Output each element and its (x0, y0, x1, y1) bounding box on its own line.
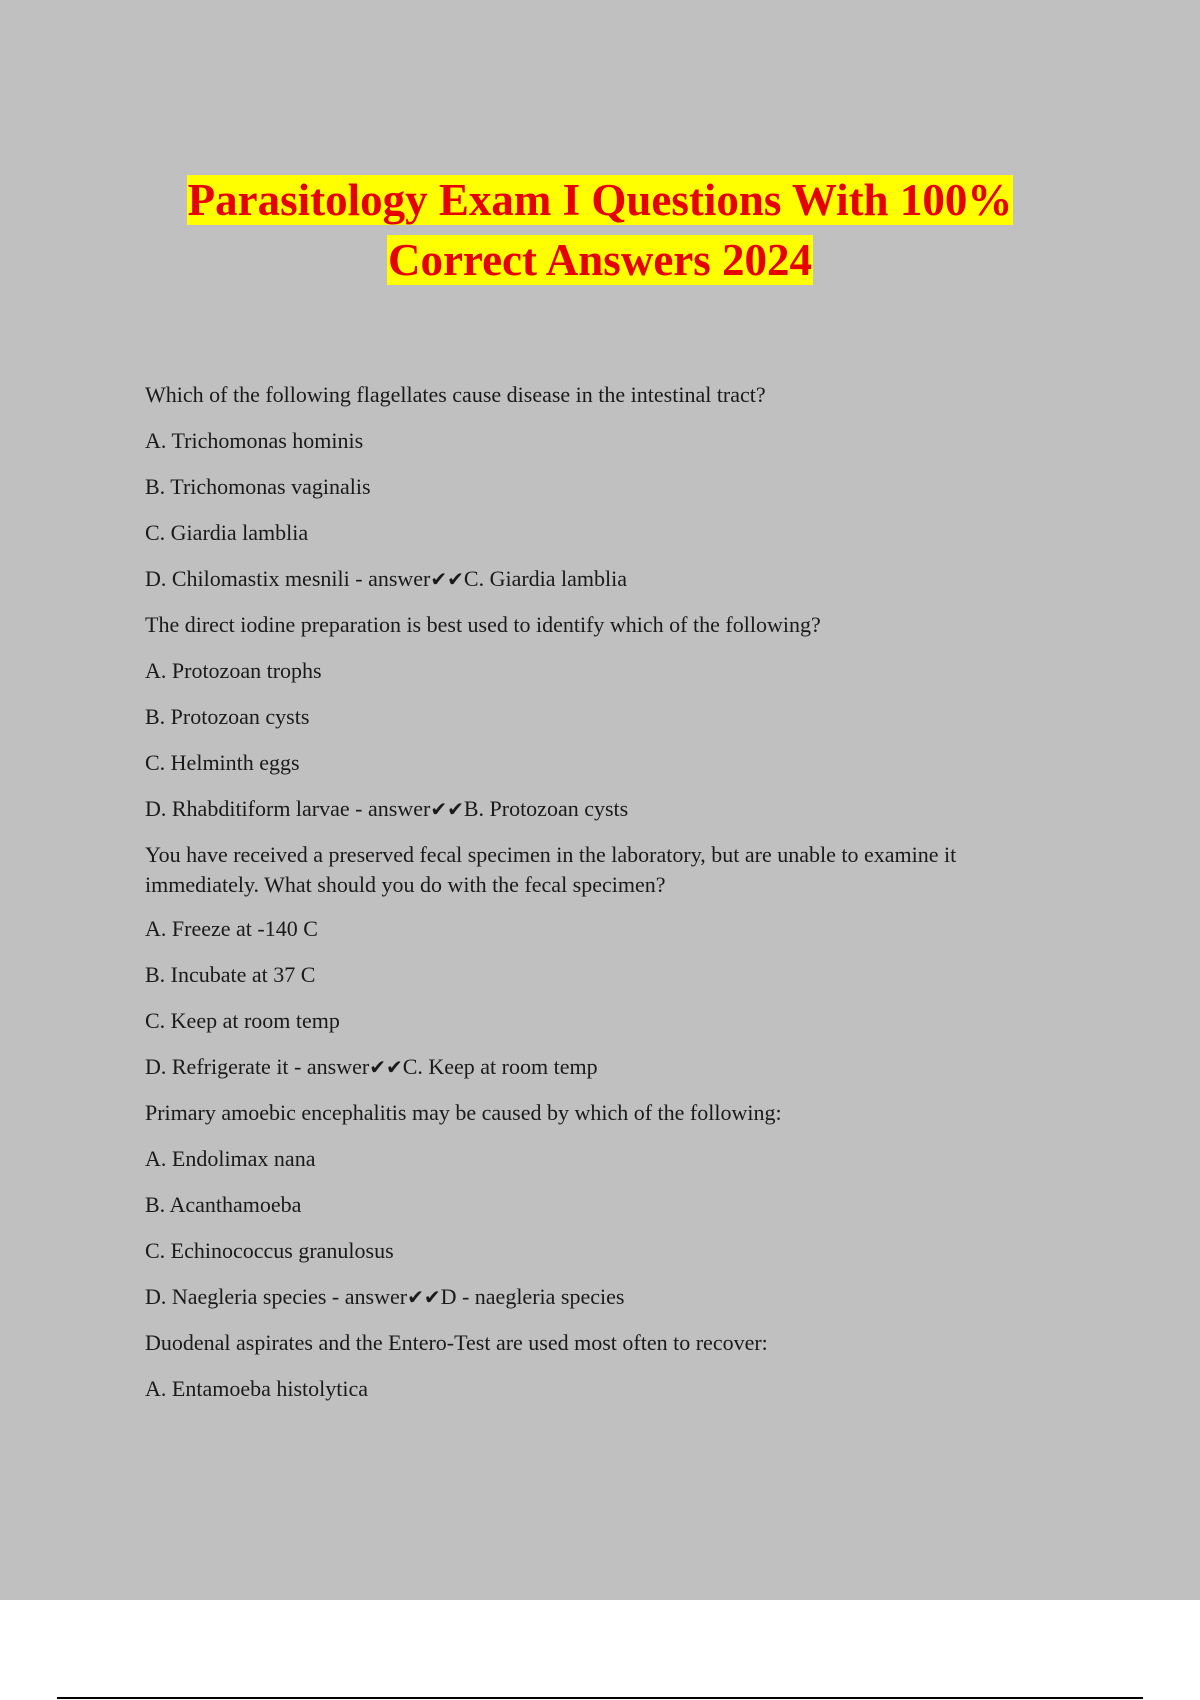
question-text: Primary amoebic encephalitis may be caused by which of the following: (145, 1100, 782, 1125)
option-b: B. Incubate at 37 C (145, 962, 316, 987)
double-check-icon: ✔✔ (369, 1055, 403, 1079)
option-b: B. Acanthamoeba (145, 1192, 302, 1217)
double-check-icon: ✔✔ (407, 1285, 441, 1309)
option-a: A. Protozoan trophs (145, 658, 322, 683)
answer-line (145, 794, 1065, 824)
correct-answer: D - naegleria species (440, 1284, 625, 1309)
option-c: C. Keep at room temp (145, 1008, 340, 1033)
option-a: A. Entamoeba histolytica (145, 1376, 368, 1401)
answer-line (145, 1052, 1065, 1082)
double-check-icon: ✔✔ (430, 567, 464, 591)
option-a: A. Freeze at -140 C (145, 916, 318, 941)
option-c: C. Giardia lamblia (145, 520, 309, 545)
document-title (100, 170, 1100, 290)
title-line-1: Parasitology Exam I Questions With 100% (187, 175, 1013, 225)
answer-marker: answer (368, 796, 431, 821)
option-c: C. Echinococcus granulosus (145, 1238, 394, 1263)
correct-answer: C. Giardia lamblia (463, 566, 628, 591)
footer-divider (57, 1697, 1143, 1699)
option-b: B. Trichomonas vaginalis (145, 474, 371, 499)
option-a: A. Trichomonas hominis (145, 428, 364, 453)
question-text: The direct iodine preparation is best used to identify which of the following? (145, 612, 821, 637)
option-d: D. Naegleria species - (145, 1284, 345, 1309)
document-body (145, 380, 1065, 1420)
question-text: Which of the following flagellates cause disease in the intestinal tract? (145, 382, 766, 407)
option-d: D. Chilomastix mesnili - (145, 566, 369, 591)
option-c: C. Helminth eggs (145, 750, 300, 775)
option-b: B. Protozoan cysts (145, 704, 310, 729)
option-d: D. Rhabditiform larvae - (145, 796, 368, 821)
option-d: D. Refrigerate it - (145, 1054, 307, 1079)
answer-marker: answer (368, 566, 431, 591)
answer-marker: answer (306, 1054, 370, 1079)
title-line-2: Correct Answers 2024 (387, 235, 813, 285)
double-check-icon: ✔✔ (430, 797, 464, 821)
question-text: Duodenal aspirates and the Entero-Test are used most often to recover: (145, 1330, 768, 1355)
correct-answer: B. Protozoan cysts (463, 796, 629, 821)
option-a: A. Endolimax nana (145, 1146, 316, 1171)
answer-marker: answer (344, 1284, 408, 1309)
correct-answer: C. Keep at room temp (402, 1054, 598, 1079)
answer-line (145, 1282, 1065, 1312)
question-text: You have received a preserved fecal specimen in the laboratory, but are unable to examine it immediately. What should you do with the fecal specimen? (145, 842, 957, 897)
answer-line (145, 564, 1065, 594)
